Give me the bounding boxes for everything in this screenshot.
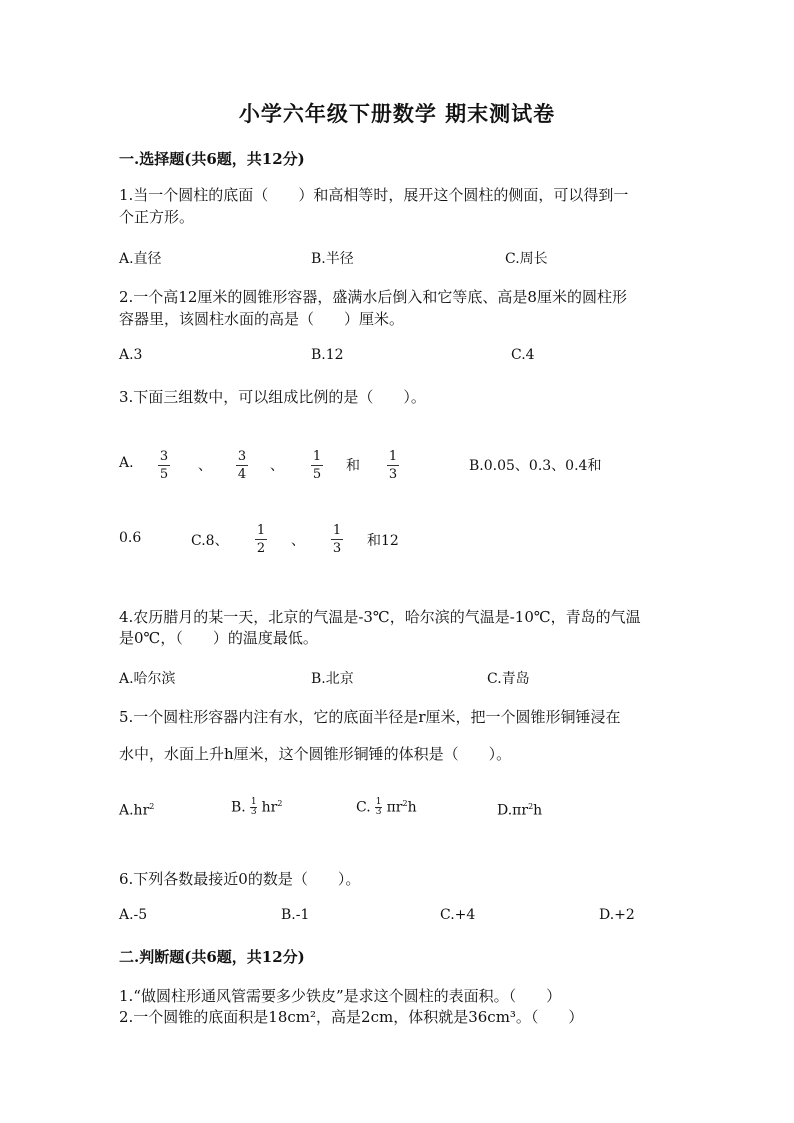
question-5-line-1: 5.一个圆柱形容器内注有水，它的底面半径是r厘米，把一个圆锥形铜锤浸在 [119, 708, 621, 726]
question-6-option-a: A.-5 [119, 907, 148, 923]
question-2-line-2: 容器里，该圆柱水面的高是（ ）厘米。 [119, 310, 405, 328]
question-5-option-d: $D.\pi r^2h$ [497, 802, 543, 819]
question-3-option-a-fraction-3: $\frac{1}{5}$ [312, 449, 322, 482]
question-1-option-a: A.直径 [119, 251, 162, 267]
question-2-option-a: A.3 [119, 347, 143, 363]
question-6-option-d: D.+2 [599, 907, 635, 923]
separator: 、 [291, 533, 305, 549]
question-1-option-c: C.周长 [505, 251, 548, 267]
question-5-line-2: 水中，水面上升h厘米，这个圆锥形铜锤的体积是（ ）。 [119, 745, 512, 763]
question-4-line-1: 4.农历腊月的某一天，北京的气温是-3℃，哈尔滨的气温是-10℃，青岛的气温 [119, 608, 641, 626]
question-2-option-b: B.12 [311, 347, 344, 363]
question-6-option-c: C.+4 [440, 907, 476, 923]
question-3-option-b-part-2: 0.6 [119, 530, 142, 546]
question-3-option-c-fraction-1: $\frac{1}{2}$ [256, 523, 266, 556]
question-5-option-a: $A.hr^2$ [119, 802, 155, 819]
page-title: 小学六年级下册数学 期末测试卷 [238, 101, 556, 126]
question-5-option-c: C. $\frac{1}{3}$ $\pi r^2h$ [356, 797, 417, 817]
question-3-option-b-part-1: B.0.05、0.3、0.4和 [469, 458, 602, 474]
separator: 、 [270, 458, 284, 474]
question-6-option-b: B.-1 [281, 907, 310, 923]
question-3-option-a-label: A. [119, 455, 134, 471]
question-1-line-2: 个正方形。 [119, 208, 195, 226]
judgment-question-2: 2.一个圆锥的底面积是18cm²，高是2cm，体积就是36cm³。（ ） [119, 1008, 584, 1026]
section-heading-judgment: 二.判断题(共6题，共12分) [119, 948, 305, 966]
and-word: 和 [346, 458, 360, 474]
question-3-option-a-fraction-1: $\frac{3}{5}$ [159, 449, 169, 482]
question-5-option-b: B. $\frac{1}{3}$ $hr^2$ [231, 797, 283, 817]
question-2-line-1: 2.一个高12厘米的圆锥形容器，盛满水后倒入和它等底、高是8厘米的圆柱形 [119, 288, 627, 306]
question-3-option-c-fraction-2: $\frac{1}{3}$ [332, 523, 342, 556]
question-6-stem: 6.下列各数最接近0的数是（ ）。 [119, 870, 361, 888]
section-heading-choice: 一.选择题(共6题，共12分) [119, 150, 305, 168]
question-2-option-c: C.4 [511, 347, 535, 363]
question-3-option-c-end: 和12 [367, 533, 399, 549]
question-4-option-a: A.哈尔滨 [119, 671, 176, 687]
question-1-line-1: 1.当一个圆柱的底面（ ）和高相等时，展开这个圆柱的侧面，可以得到一 [119, 186, 629, 204]
question-3-option-c-label: C.8、 [191, 533, 229, 549]
question-3-stem: 3.下面三组数中，可以组成比例的是（ ）。 [119, 388, 426, 406]
separator: 、 [198, 458, 212, 474]
question-4-line-2: 是0℃，（ ）的温度最低。 [119, 629, 318, 647]
question-4-option-c: C.青岛 [487, 671, 530, 687]
question-3-option-a-fraction-2: $\frac{3}{4}$ [237, 449, 247, 482]
question-1-option-b: B.半径 [311, 251, 354, 267]
judgment-question-1: 1.“做圆柱形通风管需要多少铁皮”是求这个圆柱的表面积。（ ） [119, 987, 562, 1005]
question-4-option-b: B.北京 [311, 671, 354, 687]
question-3-option-a-fraction-4: $\frac{1}{3}$ [388, 449, 398, 482]
